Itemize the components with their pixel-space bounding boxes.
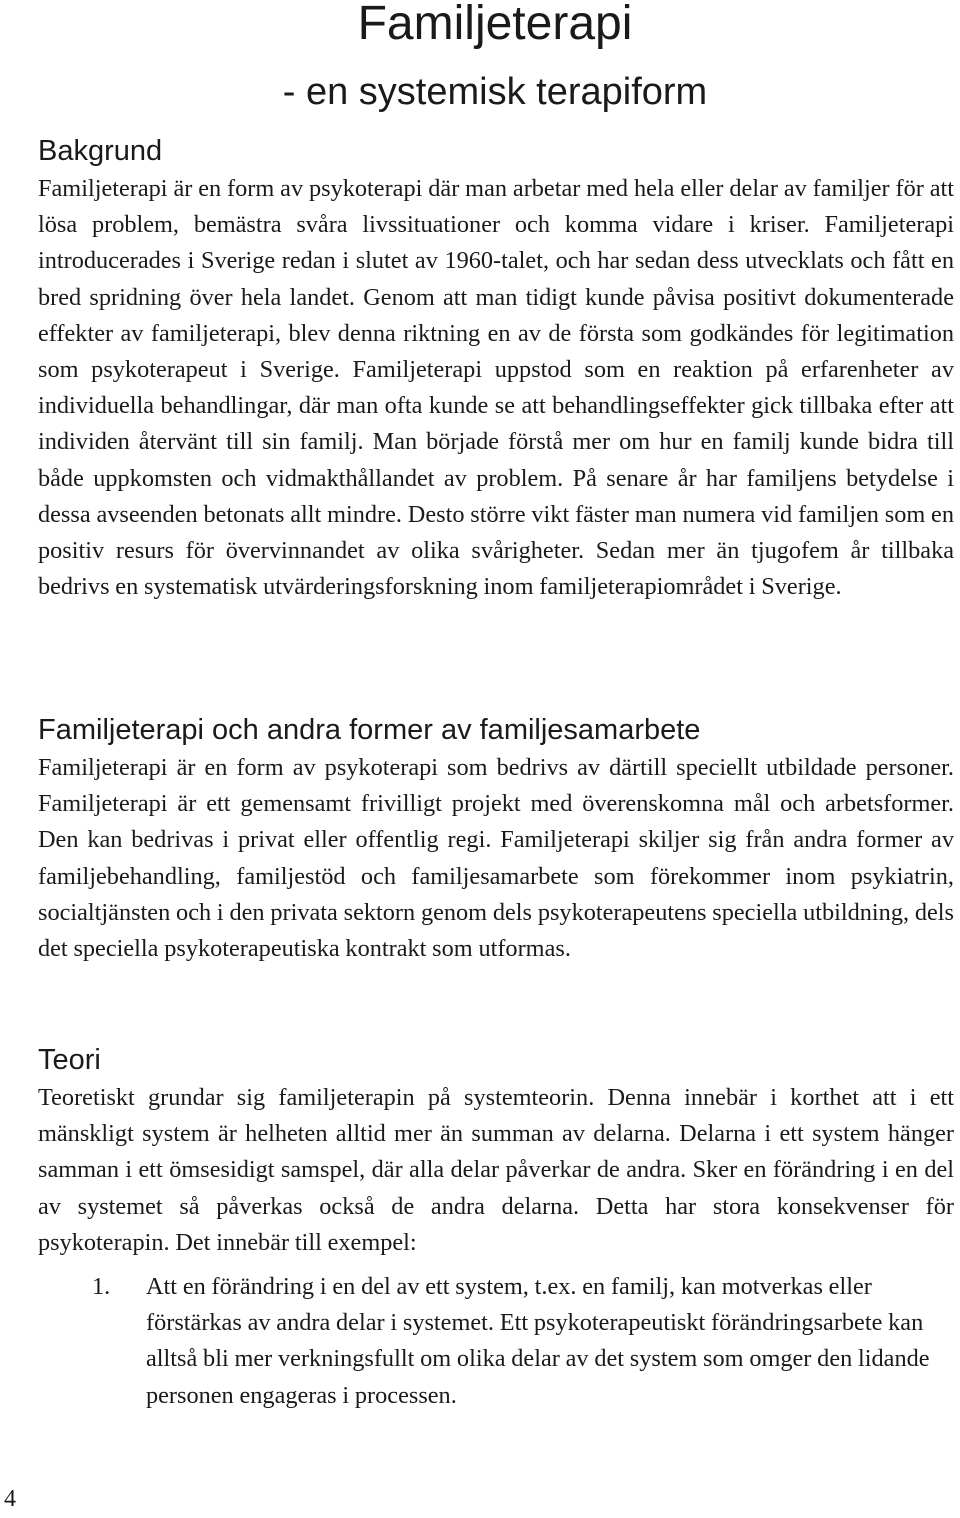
page-title: Familjeterapi: [357, 0, 633, 50]
page-subtitle: - en systemisk terapiform: [282, 71, 708, 113]
section-paragraph: Familjeterapi är en form av psykoterapi som bedrivs av därtill speciellt utbildade personer. Familjeterapi är ett gemensamt frivilligt projekt med överenskomna mål och arbetsformer. Den kan bedrivas i privat eller offentlig regi. Familjeterapi skiljer sig från andra former av familjebehandling, familjestöd och familjesamarbete som förekommer inom psykiatrin, socialtjänsten och i den privata sektorn genom dels psykoterapeutens speciella utbildning, dels det speciella psykoterapeutiska kontrakt som utformas.: [38, 754, 954, 963]
list-item-number: 1.: [92, 1273, 111, 1301]
section-teori: [38, 1042, 954, 1414]
section-familjesamarbete: [38, 712, 954, 967]
section-heading: Bakgrund: [38, 135, 163, 167]
section-heading: Teori: [38, 1044, 101, 1076]
page-number: 4: [4, 1486, 16, 1512]
numbered-list: [38, 1269, 954, 1414]
list-item: [38, 1269, 954, 1414]
list-item-text: Att en förändring i en del av ett system, t.ex. en familj, kan motverkas eller förstärkas av andra delar i systemet. Ett psykoterapeutiskt förändringsarbete kan alltså bli mer verkningsfullt om olika delar av det system som omger den lidande personen engageras i processen.: [146, 1273, 930, 1409]
section-paragraph: Familjeterapi är en form av psykoterapi där man arbetar med hela eller delar av familjer för att lösa problem, bemästra svåra livssituationer och komma vidare i kriser. Familjeterapi introducerades i Sverige redan i slutet av 1960-talet, och har sedan dess utvecklats och fått en bred spridning över hela landet. Genom att man tidigt kunde påvisa positivt dokumenterade effekter av familjeterapi, blev denna riktning en av de första som godkändes för legitimation som psykoterapeut i Sverige. Familjeterapi uppstod som en reaktion på erfarenheter av individuella behandlingar, där man ofta kunde se att behandlingseffekter gick tillbaka efter att individen återvänt till sin familj. Man började förstå mer om hur en familj kunde bidra till både uppkomsten och vidmakthållandet av problem. På senare år har familjens betydelse i dessa avseenden betonats allt mindre. Desto större vikt fäster man numera vid familjen som en positiv resurs för övervinnandet av olika svårigheter. Sedan mer än tjugofem år tillbaka bedrivs en systematisk utvärderingsforskning inom familjeterapiområdet i Sverige.: [38, 175, 954, 601]
section-heading: Familjeterapi och andra former av familjesamarbete: [38, 714, 701, 746]
section-paragraph: Teoretiskt grundar sig familjeterapin på systemteorin. Denna innebär i korthet att i ett mänskligt system är helheten alltid mer än summan av delarna. Delarna i ett system hänger samman i ett ömsesidigt samspel, där alla delar påverkar de andra. Sker en förändring i en del av systemet så påverkas också de andra delarna. Detta har stora konsekvenser för psykoterapin. Det innebär till exempel:: [38, 1084, 954, 1256]
section-bakgrund: [38, 133, 954, 605]
